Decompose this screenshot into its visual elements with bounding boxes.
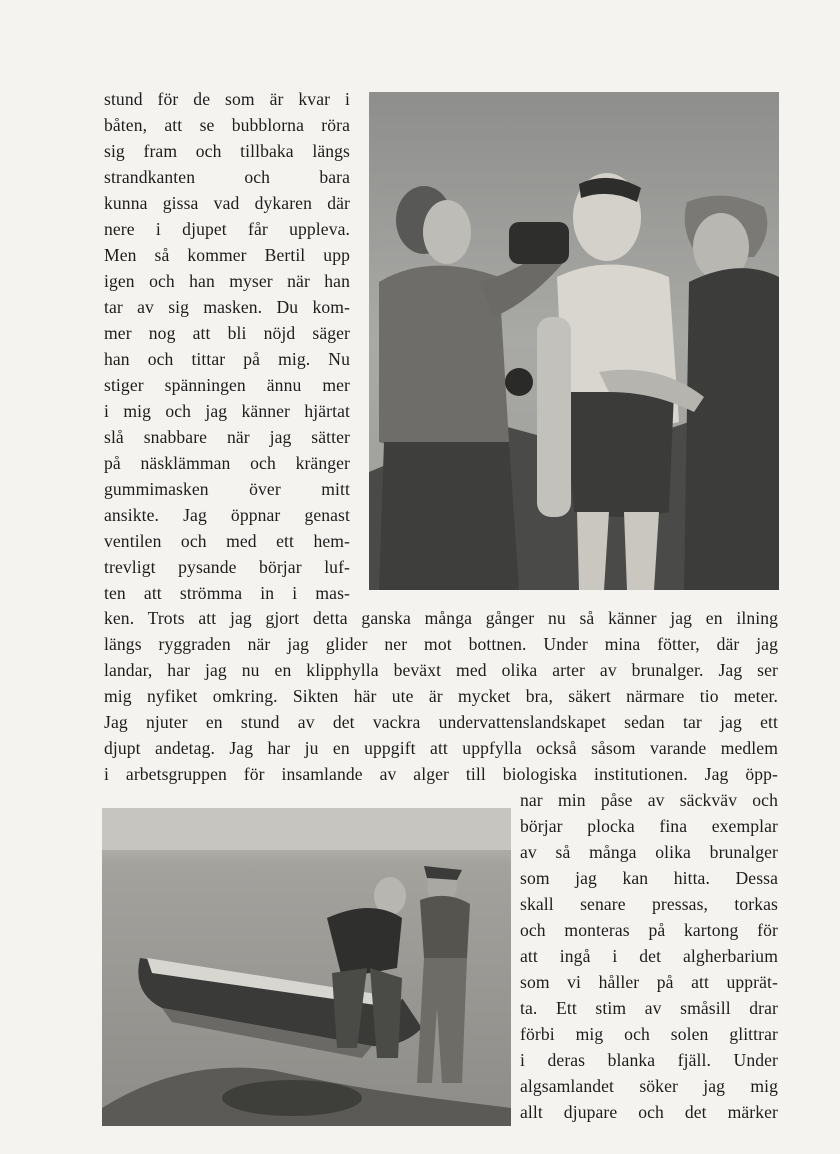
text-line: av så många olika brunalger — [520, 842, 778, 862]
text-line: tar av sig masken. Du kom- — [104, 297, 350, 317]
text-line: ansikte. Jag öppnar genast — [104, 505, 350, 525]
text-line: Men så kommer Bertil upp — [104, 245, 350, 265]
text-line: som jag kan hitta. Dessa — [520, 868, 778, 888]
text-line: ta. Ett stim av småsill drar — [520, 998, 778, 1018]
text-line: Jag njuter en stund av det vackra undervattenslandskapet sedan tar jag ett — [104, 712, 778, 732]
text-line: sig fram och tillbaka längs — [104, 141, 350, 161]
text-line: ten att strömma in i mas- — [104, 583, 350, 603]
text-line: mig nyfiket omkring. Sikten här ute är mycket bra, säkert närmare tio meter. — [104, 686, 778, 706]
text-line: ventilen och med ett hem- — [104, 531, 350, 551]
text-line: gummimasken över mitt — [104, 479, 350, 499]
text-line: djupt andetag. Jag har ju en uppgift att uppfylla också såsom varande medlem — [104, 738, 778, 758]
text-line: slå snabbare när jag sätter — [104, 427, 350, 447]
text-line: båten, att se bubblorna röra — [104, 115, 350, 135]
text-line: nere i djupet får uppleva. — [104, 219, 350, 239]
text-line: förbi mig och solen glittrar — [520, 1024, 778, 1044]
text-line: som vi håller på att upprät- — [520, 972, 778, 992]
text-line: ken. Trots att jag gjort detta ganska många gånger nu så känner jag en ilning — [104, 608, 778, 628]
text-line: allt djupare och det märker — [520, 1102, 778, 1122]
text-line: i mig och jag känner hjärtat — [104, 401, 350, 421]
text-line: nar min påse av säckväv och — [520, 790, 778, 810]
text-line: kunna gissa vad dykaren där — [104, 193, 350, 213]
text-line: att ingå i det algherbarium — [520, 946, 778, 966]
text-line: mer nog att bli nöjd säger — [104, 323, 350, 343]
text-line: igen och han myser när han — [104, 271, 350, 291]
text-line: strandkanten och bara — [104, 167, 350, 187]
text-line: längs ryggraden när jag glider ner mot bottnen. Under mina fötter, där jag — [104, 634, 778, 654]
text-line: stiger spänningen ännu mer — [104, 375, 350, 395]
divers-photo — [369, 92, 779, 590]
text-line: landar, har jag nu en klipphylla beväxt med olika arter av brunalger. Jag ser — [104, 660, 778, 680]
divers-photo-image — [369, 92, 779, 590]
text-line: börjar plocka fina exemplar — [520, 816, 778, 836]
text-line: skall senare pressas, torkas — [520, 894, 778, 914]
text-line: han och tittar på mig. Nu — [104, 349, 350, 369]
boat-photo — [102, 808, 511, 1126]
text-line: i deras blanka fjäll. Under — [520, 1050, 778, 1070]
text-line: algsamlandet söker jag mig — [520, 1076, 778, 1096]
text-line: stund för de som är kvar i — [104, 89, 350, 109]
text-line: och monteras på kartong för — [520, 920, 778, 940]
text-line: i arbetsgruppen för insamlande av alger till biologiska institutionen. Jag öpp- — [104, 764, 778, 784]
text-line: på näsklämman och kränger — [104, 453, 350, 473]
boat-photo-image — [102, 808, 511, 1126]
text-line: trevligt pysande börjar luf- — [104, 557, 350, 577]
